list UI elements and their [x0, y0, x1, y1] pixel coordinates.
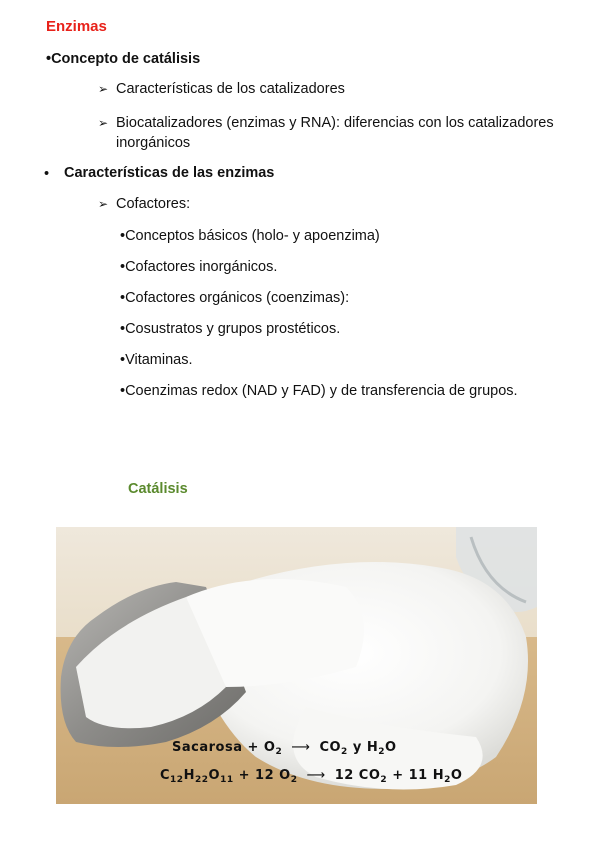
- subscript: 2: [380, 775, 388, 785]
- list-item: [98, 113, 578, 153]
- sugar-scoop-photo: [56, 527, 537, 804]
- element-symbol: H: [183, 768, 195, 783]
- equation-product: + 11 H: [387, 768, 445, 783]
- sub-list-item: •Cosustratos y grupos prostéticos.: [120, 321, 341, 337]
- sub-list-item: •Cofactores inorgánicos.: [120, 259, 278, 275]
- subscript: 2: [275, 747, 283, 757]
- equation-sucrose-combustion: [172, 740, 397, 755]
- long-right-arrow-icon: ⟶: [291, 740, 311, 755]
- document-title: Enzimas: [46, 18, 107, 35]
- subscript: 12: [170, 775, 184, 785]
- sub-list-item: •Vitaminas.: [120, 352, 193, 368]
- equation-product: CO: [319, 740, 342, 755]
- sub-list-item: •Conceptos básicos (holo- y apoenzima): [120, 228, 380, 244]
- list-item-label: Biocatalizadores (enzimas y RNA): diferencias con los catalizadores inorgánicos: [116, 115, 554, 151]
- equation-product: y H: [347, 740, 379, 755]
- equation-reactant: + 12 O: [233, 768, 291, 783]
- list-item: [98, 196, 190, 212]
- subscript: 11: [220, 775, 234, 785]
- subscript: 2: [290, 775, 298, 785]
- equation-product: 12 CO: [334, 768, 381, 783]
- subscript: 22: [194, 775, 209, 785]
- sub-list-item: •Coenzimas redox (NAD y FAD) y de transferencia de grupos.: [120, 383, 518, 399]
- list-item: [98, 81, 345, 97]
- subscript: 2: [341, 747, 348, 757]
- list-item-label: Características de los catalizadores: [116, 81, 345, 97]
- element-symbol: O: [208, 768, 221, 783]
- equation-reactants: Sacarosa + O: [172, 740, 276, 755]
- arrowhead-bullet-icon: ➢: [98, 116, 109, 130]
- equation-molecular-formula: [160, 768, 462, 783]
- subscript: 2: [378, 747, 385, 757]
- section-heading-enzyme-characteristics: Características de las enzimas: [64, 165, 275, 181]
- arrowhead-bullet-icon: ➢: [98, 197, 109, 211]
- subscript: 2: [444, 775, 451, 785]
- sub-list-item: •Cofactores orgánicos (coenzimas):: [120, 290, 350, 306]
- equation-product: O: [450, 768, 463, 783]
- long-right-arrow-icon: ⟶: [306, 768, 326, 783]
- section-heading-catalysis-concept: •Concepto de catálisis: [46, 51, 201, 67]
- list-item-label: Cofactores:: [116, 196, 191, 212]
- sugar-illustration: [56, 527, 537, 804]
- section-heading-catalisis: Catálisis: [128, 481, 188, 497]
- arrowhead-bullet-icon: ➢: [98, 82, 109, 96]
- equation-product: O: [384, 740, 397, 755]
- bullet-dot: •: [44, 166, 50, 182]
- element-symbol: C: [160, 768, 171, 783]
